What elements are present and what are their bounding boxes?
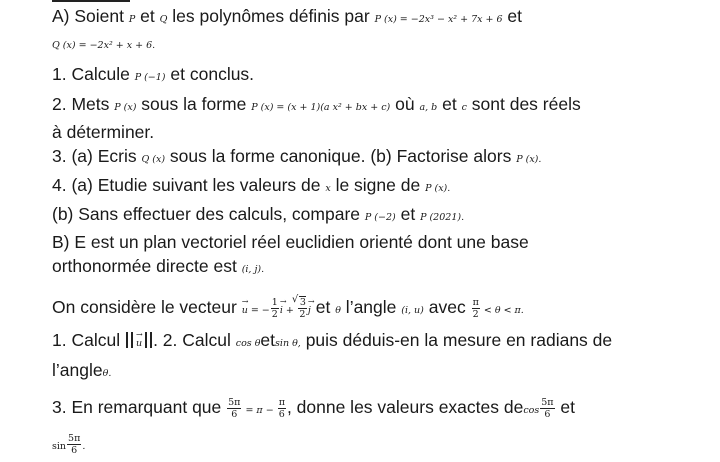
question-4b: (b) Sans effectuer des calculs, compare P (−2) et P (2021). xyxy=(52,204,465,224)
norm-of-u: → u xyxy=(131,332,147,348)
question-2: 2. Mets P (x) sous la forme P (x) = (x + 1)(a x² + bx + c) où a, b et c sont des réels xyxy=(52,94,581,114)
question-1: 1. Calcule P (−1) et conclus. xyxy=(52,64,255,84)
q-definition-line xyxy=(52,30,702,58)
part-b-intro: B) E est un plan vectoriel réel euclidien orienté dont une base xyxy=(52,232,529,252)
question-b1: 1. Calcul → u . 2. Calcul cos θetsin θ, puis déduis-en la mesure en radians de xyxy=(52,328,702,356)
question-b3-cont: sin $\frac{5\pi}{6}$ . xyxy=(52,432,86,456)
question-2-cont: à déterminer. xyxy=(52,122,155,142)
question-b3: 3. En remarquant que $\frac{5\pi}{6}$ = π − $\frac{\pi}{6}$ , donne les valeurs exactes decos $\frac{5\pi}{6}$ et xyxy=(52,396,576,420)
fraction-5pi-6-sin: $\frac{5\pi}{6}$ xyxy=(68,432,81,456)
fraction-sqrt3-half: √ $\frac{3}{2}$ xyxy=(298,296,307,320)
exercise-document xyxy=(52,4,702,456)
question-b1-cont: l’angleθ. xyxy=(52,360,112,380)
top-rule xyxy=(52,0,130,2)
fraction-one-half: $\frac{1}{2}$ xyxy=(271,296,278,320)
q-definition: Q (x) = −2x² + x + 6. xyxy=(52,40,156,51)
question-4a: 4. (a) Etudie suivant les valeurs de x le signe de P (x). xyxy=(52,175,451,195)
p-definition: P (x) = −2x³ − x² + 7x + 6 xyxy=(374,14,503,25)
question-3: 3. (a) Ecris Q (x) sous la forme canonique. (b) Factorise alors P (x). xyxy=(52,146,542,166)
fraction-pi-half: $\frac{\pi}{2}$ xyxy=(472,296,479,320)
fraction-5pi-6-cos: $\frac{5\pi}{6}$ xyxy=(541,396,554,420)
fraction-pi-6: $\frac{\pi}{6}$ xyxy=(278,396,285,420)
part-b-basis: orthonormée directe est (i, j). xyxy=(52,256,265,276)
fraction-5pi-6: $\frac{5\pi}{6}$ xyxy=(228,396,241,420)
part-a-intro: A) Soient P et Q les polynômes définis par P (x) = −2x³ − x² + 7x + 6 et xyxy=(52,6,523,26)
vector-definition: On considère le vecteur → u = − $\frac{1}{2}$ → i + √ $\frac{3}{2}$ → j et θ l’angle (i, u) avec $\frac{\pi}{2}$ < θ < π. xyxy=(52,292,702,326)
